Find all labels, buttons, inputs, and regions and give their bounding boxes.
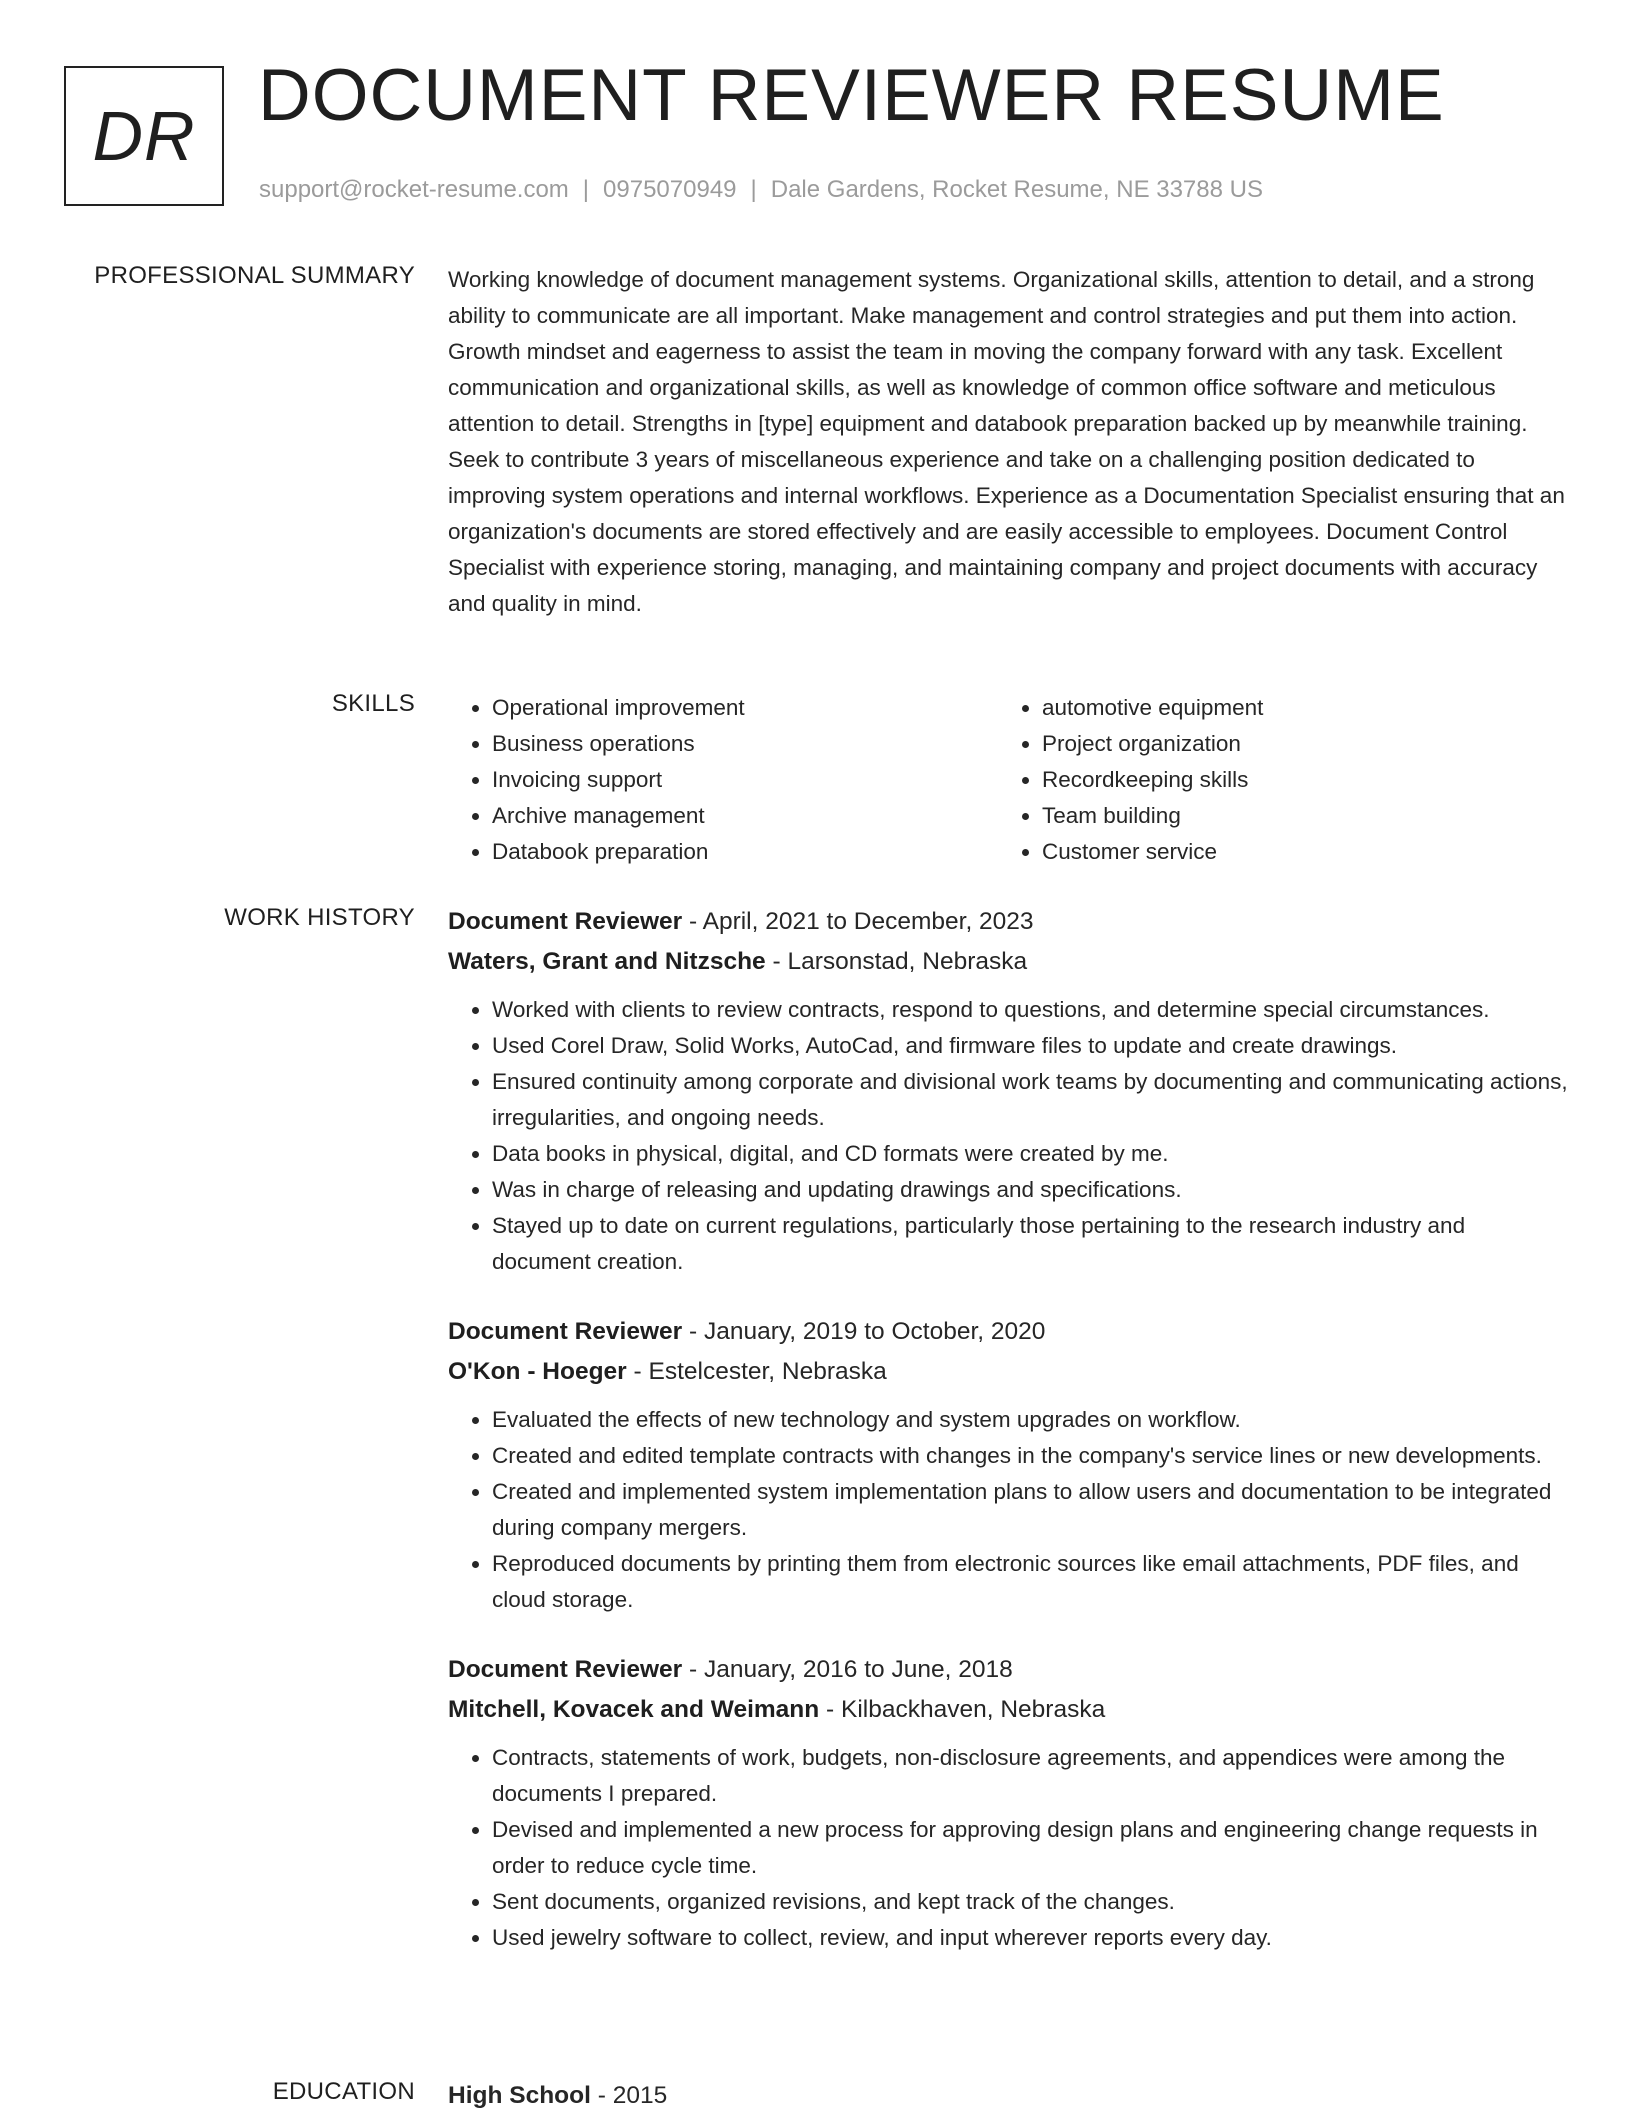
job-company-line (448, 1690, 1568, 1730)
skill-item: • Project organization (1042, 726, 1548, 762)
education-year: - 2015 (590, 2082, 668, 2109)
education-line (448, 2076, 1568, 2116)
job-bullet: • Used jewelry software to collect, review, and input wherever reports every day. (492, 1920, 1568, 1956)
job-company-line (448, 942, 1568, 982)
contact-email[interactable]: support@rocket-resume.com (259, 176, 569, 203)
job-company: Mitchell, Kovacek and Weimann (448, 1696, 820, 1723)
job-title: Document Reviewer (448, 1656, 683, 1683)
job-bullet: • Used Corel Draw, Solid Works, AutoCad, and firmware files to update and create drawings. (492, 1028, 1568, 1064)
skill-item: • Business operations (492, 726, 998, 762)
job-bullet: • Was in charge of releasing and updating drawings and specifications. (492, 1172, 1568, 1208)
job-bullet: • Devised and implemented a new process for approving design plans and engineering change requests in order to reduce cycle time. (492, 1812, 1568, 1884)
job-bullet: • Created and implemented system implementation plans to allow users and documentation to be integrated during company mergers. (492, 1474, 1568, 1546)
skill-item: • Invoicing support (492, 762, 998, 798)
monogram-initials: DR (92, 97, 196, 175)
section-label-work-history: WORK HISTORY (224, 904, 415, 931)
education-body (448, 2076, 1568, 2116)
contact-phone[interactable]: 0975070949 (603, 176, 737, 203)
contact-address: Dale Gardens, Rocket Resume, NE 33788 US (770, 176, 1263, 203)
section-label-summary: PROFESSIONAL SUMMARY (94, 262, 415, 289)
job-dates: - April, 2021 to December, 2023 (682, 908, 1034, 935)
job-entry (448, 1312, 1568, 1618)
contact-separator: | (582, 176, 590, 203)
resume-title: DOCUMENT REVIEWER RESUME (258, 55, 1445, 136)
skill-item: • Archive management (492, 798, 998, 834)
summary-text: Working knowledge of document management systems. Organizational skills, attention to detail, and a strong ability to communicate are all important. Make management and control strategies and put them into action. Growth mindset and eagerness to assist the team in moving the company forward with any task. Excellent communication and organizational skills, as well as knowledge of common office software and meticulous attention to detail. Strengths in [type] equipment and databook preparation backed up by meanwhile training. Seek to contribute 3 years of miscellaneous experience and take on a challenging position dedicated to improving system operations and internal workflows. Experience as a Documentation Specialist ensuring that an organization's documents are stored effectively and are easily accessible to employees. Document Control Specialist with experience storing, managing, and maintaining company and project documents with accuracy and quality in mind. (448, 267, 1565, 616)
job-entry (448, 1650, 1568, 1956)
job-bullet-list (448, 1402, 1568, 1618)
job-bullet-list (448, 1740, 1568, 1956)
section-label-skills: SKILLS (331, 690, 415, 717)
work-history-body (448, 902, 1568, 1988)
job-bullet: • Contracts, statements of work, budgets, non-disclosure agreements, and appendices were among the documents I prepared. (492, 1740, 1568, 1812)
skills-list-right (998, 690, 1548, 870)
summary-body (448, 262, 1568, 622)
job-title-line (448, 902, 1568, 942)
job-bullet: • Ensured continuity among corporate and divisional work teams by documenting and communicating actions, irregularities, and ongoing needs. (492, 1064, 1568, 1136)
job-entry (448, 902, 1568, 1280)
job-dates: - January, 2016 to June, 2018 (682, 1656, 1013, 1683)
job-location: - Kilbackhaven, Nebraska (819, 1696, 1106, 1723)
skill-item: • Databook preparation (492, 834, 998, 870)
job-bullet: • Evaluated the effects of new technology and system upgrades on workflow. (492, 1402, 1568, 1438)
skills-list-left (448, 690, 998, 870)
skills-body (448, 690, 1568, 870)
job-dates: - January, 2019 to October, 2020 (682, 1318, 1046, 1345)
job-title-line (448, 1312, 1568, 1352)
job-title-line (448, 1650, 1568, 1690)
job-title: Document Reviewer (448, 1318, 683, 1345)
skill-item: • Operational improvement (492, 690, 998, 726)
skill-item: • automotive equipment (1042, 690, 1548, 726)
job-location: - Larsonstad, Nebraska (765, 948, 1028, 975)
job-company: Waters, Grant and Nitzsche (448, 948, 766, 975)
job-bullet-list (448, 992, 1568, 1280)
job-bullet: • Reproduced documents by printing them from electronic sources like email attachments, PDF files, and cloud storage. (492, 1546, 1568, 1618)
job-company-line (448, 1352, 1568, 1392)
monogram-badge (64, 66, 224, 206)
job-company: O'Kon - Hoeger (448, 1358, 627, 1385)
skill-item: • Customer service (1042, 834, 1548, 870)
skill-item: • Recordkeeping skills (1042, 762, 1548, 798)
skill-item: • Team building (1042, 798, 1548, 834)
job-title: Document Reviewer (448, 908, 683, 935)
contact-line (259, 176, 1263, 204)
section-label-education: EDUCATION (272, 2078, 415, 2105)
job-bullet: • Data books in physical, digital, and CD formats were created by me. (492, 1136, 1568, 1172)
contact-separator: | (750, 176, 757, 203)
job-bullet: • Stayed up to date on current regulations, particularly those pertaining to the research industry and document creation. (492, 1208, 1568, 1280)
education-degree: High School (448, 2082, 591, 2109)
job-bullet: • Created and edited template contracts with changes in the company's service lines or new developments. (492, 1438, 1568, 1474)
job-bullet: • Sent documents, organized revisions, and kept track of the changes. (492, 1884, 1568, 1920)
job-bullet: • Worked with clients to review contracts, respond to questions, and determine special circumstances. (492, 992, 1568, 1028)
job-location: - Estelcester, Nebraska (626, 1358, 887, 1385)
